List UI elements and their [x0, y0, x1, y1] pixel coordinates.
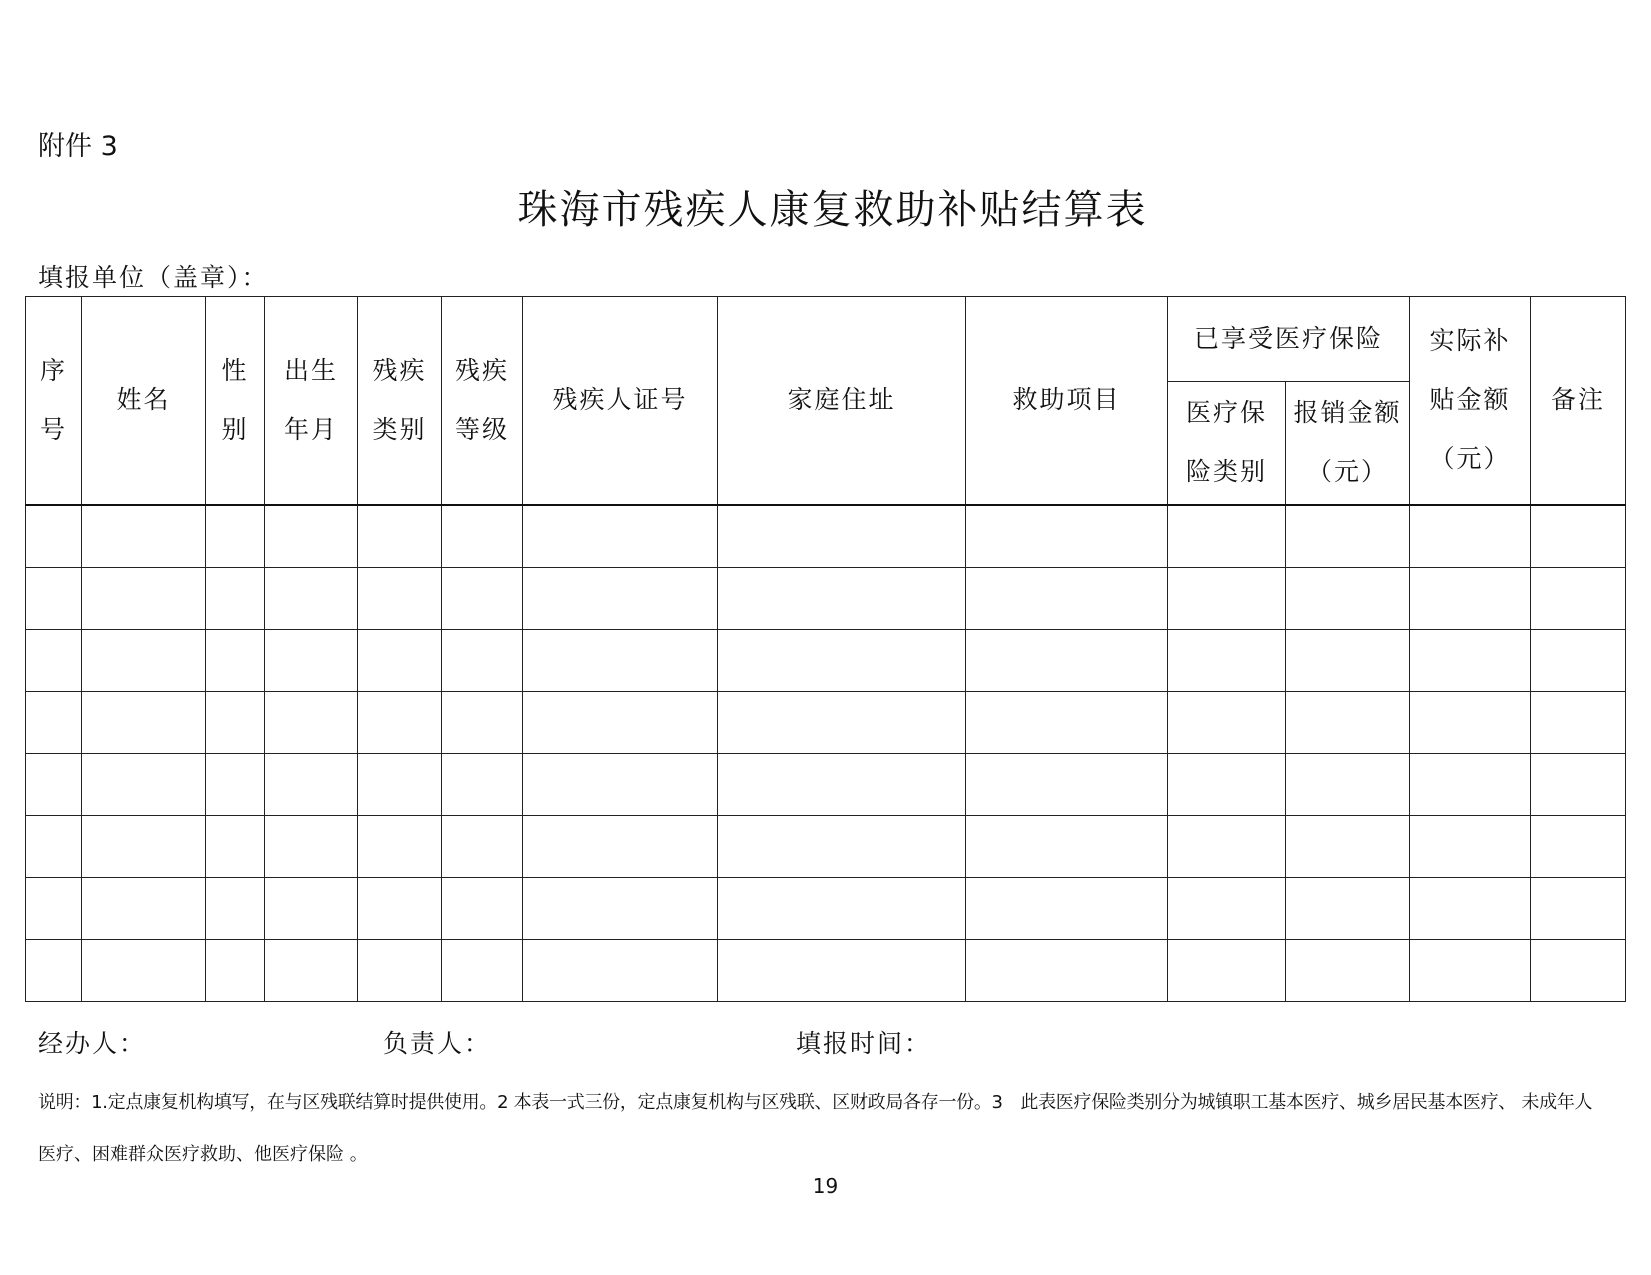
table-cell[interactable] — [966, 878, 1168, 940]
table-cell[interactable] — [966, 505, 1168, 568]
table-cell[interactable] — [718, 568, 966, 630]
table-cell[interactable] — [206, 630, 265, 692]
header-insurance-type: 医疗保 险类别 — [1168, 382, 1286, 506]
table-cell[interactable] — [358, 940, 442, 1002]
manager-label: 负责人： — [383, 1029, 492, 1058]
table-cell[interactable] — [26, 878, 82, 940]
table-cell[interactable] — [82, 754, 206, 816]
table-cell[interactable] — [206, 940, 265, 1002]
table-cell[interactable] — [1168, 816, 1286, 878]
header-insurance-group: 已享受医疗保险 — [1168, 297, 1410, 382]
table-cell[interactable] — [966, 940, 1168, 1002]
table-row — [26, 816, 1626, 878]
table-cell[interactable] — [1168, 692, 1286, 754]
header-disability-type: 残疾 类别 — [358, 297, 442, 506]
table-cell[interactable] — [206, 568, 265, 630]
table-cell[interactable] — [82, 940, 206, 1002]
table-cell[interactable] — [1168, 568, 1286, 630]
table-cell[interactable] — [26, 568, 82, 630]
table-cell[interactable] — [1410, 878, 1531, 940]
table-cell[interactable] — [1531, 878, 1626, 940]
table-cell[interactable] — [265, 692, 358, 754]
table-cell[interactable] — [1531, 505, 1626, 568]
table-cell[interactable] — [26, 940, 82, 1002]
table-cell[interactable] — [523, 692, 718, 754]
table-cell[interactable] — [718, 692, 966, 754]
note-line-2: 医疗、困难群众医疗救助、他医疗保险 。 — [38, 1144, 368, 1165]
handler-label: 经办人： — [38, 1029, 147, 1058]
table-cell[interactable] — [1531, 940, 1626, 1002]
header-gender: 性 别 — [206, 297, 265, 506]
table-cell[interactable] — [358, 816, 442, 878]
table-cell[interactable] — [718, 878, 966, 940]
table-cell[interactable] — [442, 630, 523, 692]
header-reimbursed: 报销金额 （元） — [1286, 382, 1410, 506]
table-body — [26, 505, 1626, 1002]
table-row — [26, 630, 1626, 692]
header-remarks: 备注 — [1531, 297, 1626, 506]
table-cell[interactable] — [523, 505, 718, 568]
table-cell[interactable] — [1286, 878, 1410, 940]
table-cell[interactable] — [1286, 568, 1410, 630]
table-cell[interactable] — [82, 505, 206, 568]
table-cell[interactable] — [966, 816, 1168, 878]
attachment-label: 附件 3 — [38, 131, 118, 162]
header-name: 姓名 — [82, 297, 206, 506]
table-row — [26, 692, 1626, 754]
table-cell[interactable] — [265, 630, 358, 692]
table-cell[interactable] — [718, 940, 966, 1002]
table-cell[interactable] — [442, 940, 523, 1002]
table-cell[interactable] — [718, 754, 966, 816]
table-cell[interactable] — [265, 754, 358, 816]
table-cell[interactable] — [1168, 754, 1286, 816]
table-cell[interactable] — [1168, 505, 1286, 568]
header-aid-item: 救助项目 — [966, 297, 1168, 506]
table-cell[interactable] — [1410, 505, 1531, 568]
table-row — [26, 940, 1626, 1002]
table-cell[interactable] — [358, 878, 442, 940]
table-cell[interactable] — [82, 692, 206, 754]
table-cell[interactable] — [442, 568, 523, 630]
header-disability-level: 残疾 等级 — [442, 297, 523, 506]
table-cell[interactable] — [26, 692, 82, 754]
table-cell[interactable] — [206, 816, 265, 878]
table-cell[interactable] — [718, 816, 966, 878]
table-cell[interactable] — [966, 754, 1168, 816]
table-cell[interactable] — [358, 630, 442, 692]
table-cell[interactable] — [1531, 568, 1626, 630]
fill-time-label: 填报时间： — [796, 1029, 932, 1058]
table-cell[interactable] — [442, 878, 523, 940]
table-cell[interactable] — [358, 568, 442, 630]
table-cell[interactable] — [265, 505, 358, 568]
table-cell[interactable] — [1410, 692, 1531, 754]
table-cell[interactable] — [206, 878, 265, 940]
table-cell[interactable] — [1410, 630, 1531, 692]
table-cell[interactable] — [1286, 754, 1410, 816]
table-cell[interactable] — [966, 630, 1168, 692]
table-cell[interactable] — [265, 878, 358, 940]
table-cell[interactable] — [1531, 816, 1626, 878]
table-cell[interactable] — [265, 568, 358, 630]
table-cell[interactable] — [82, 816, 206, 878]
table-cell[interactable] — [1286, 630, 1410, 692]
table-row — [26, 878, 1626, 940]
table-cell[interactable] — [1531, 630, 1626, 692]
table-cell[interactable] — [966, 692, 1168, 754]
table-cell[interactable] — [523, 568, 718, 630]
table-cell[interactable] — [1531, 692, 1626, 754]
table-cell[interactable] — [1286, 816, 1410, 878]
table-cell[interactable] — [82, 630, 206, 692]
table-cell[interactable] — [26, 816, 82, 878]
table-cell[interactable] — [1410, 754, 1531, 816]
table-cell[interactable] — [206, 692, 265, 754]
table-cell[interactable] — [358, 505, 442, 568]
page-title: 珠海市残疾人康复救助补贴结算表 — [517, 187, 1148, 233]
table-cell[interactable] — [718, 505, 966, 568]
header-actual-subsidy: 实际补 贴金额 （元） — [1410, 297, 1531, 506]
table-cell[interactable] — [442, 692, 523, 754]
table-row — [26, 505, 1626, 568]
table-cell[interactable] — [358, 754, 442, 816]
table-cell[interactable] — [1286, 692, 1410, 754]
table-row — [26, 568, 1626, 630]
table-cell[interactable] — [966, 568, 1168, 630]
page-number: 19 — [812, 1174, 839, 1198]
header-address: 家庭住址 — [718, 297, 966, 506]
table-cell[interactable] — [1410, 816, 1531, 878]
table-cell[interactable] — [206, 505, 265, 568]
header-birth: 出生 年月 — [265, 297, 358, 506]
table-cell[interactable] — [523, 940, 718, 1002]
table-cell[interactable] — [523, 754, 718, 816]
table-cell[interactable] — [1168, 940, 1286, 1002]
table-cell[interactable] — [1286, 505, 1410, 568]
table-cell[interactable] — [26, 505, 82, 568]
table-cell[interactable] — [26, 630, 82, 692]
table-cell[interactable] — [1410, 568, 1531, 630]
table-cell[interactable] — [523, 816, 718, 878]
table-cell[interactable] — [1168, 630, 1286, 692]
fill-unit-label: 填报单位（盖章）： — [38, 263, 269, 292]
table-cell[interactable] — [1168, 878, 1286, 940]
table-cell[interactable] — [82, 878, 206, 940]
header-disability-cert: 残疾人证号 — [523, 297, 718, 506]
table-cell[interactable] — [265, 816, 358, 878]
table-cell[interactable] — [1410, 940, 1531, 1002]
header-seq: 序 号 — [26, 297, 82, 506]
table-cell[interactable] — [718, 630, 966, 692]
table-cell[interactable] — [442, 505, 523, 568]
table-cell[interactable] — [206, 754, 265, 816]
table-cell[interactable] — [523, 878, 718, 940]
table-cell[interactable] — [1531, 754, 1626, 816]
table-cell[interactable] — [358, 692, 442, 754]
settlement-table — [25, 296, 1626, 1002]
table-cell[interactable] — [82, 568, 206, 630]
table-cell[interactable] — [26, 754, 82, 816]
table-cell[interactable] — [442, 816, 523, 878]
table-cell[interactable] — [1286, 940, 1410, 1002]
table-cell[interactable] — [265, 940, 358, 1002]
table-cell[interactable] — [442, 754, 523, 816]
note-line-1: 说明：1.定点康复机构填写，在与区残联结算时提供使用。2 本表一式三份，定点康复机构与区残联、区财政局各存一份。3 此表医疗保险类别分为城镇职工基本医疗、城乡居民基本医疗、 未成年人 — [38, 1092, 1593, 1113]
table-row — [26, 754, 1626, 816]
table-cell[interactable] — [523, 630, 718, 692]
